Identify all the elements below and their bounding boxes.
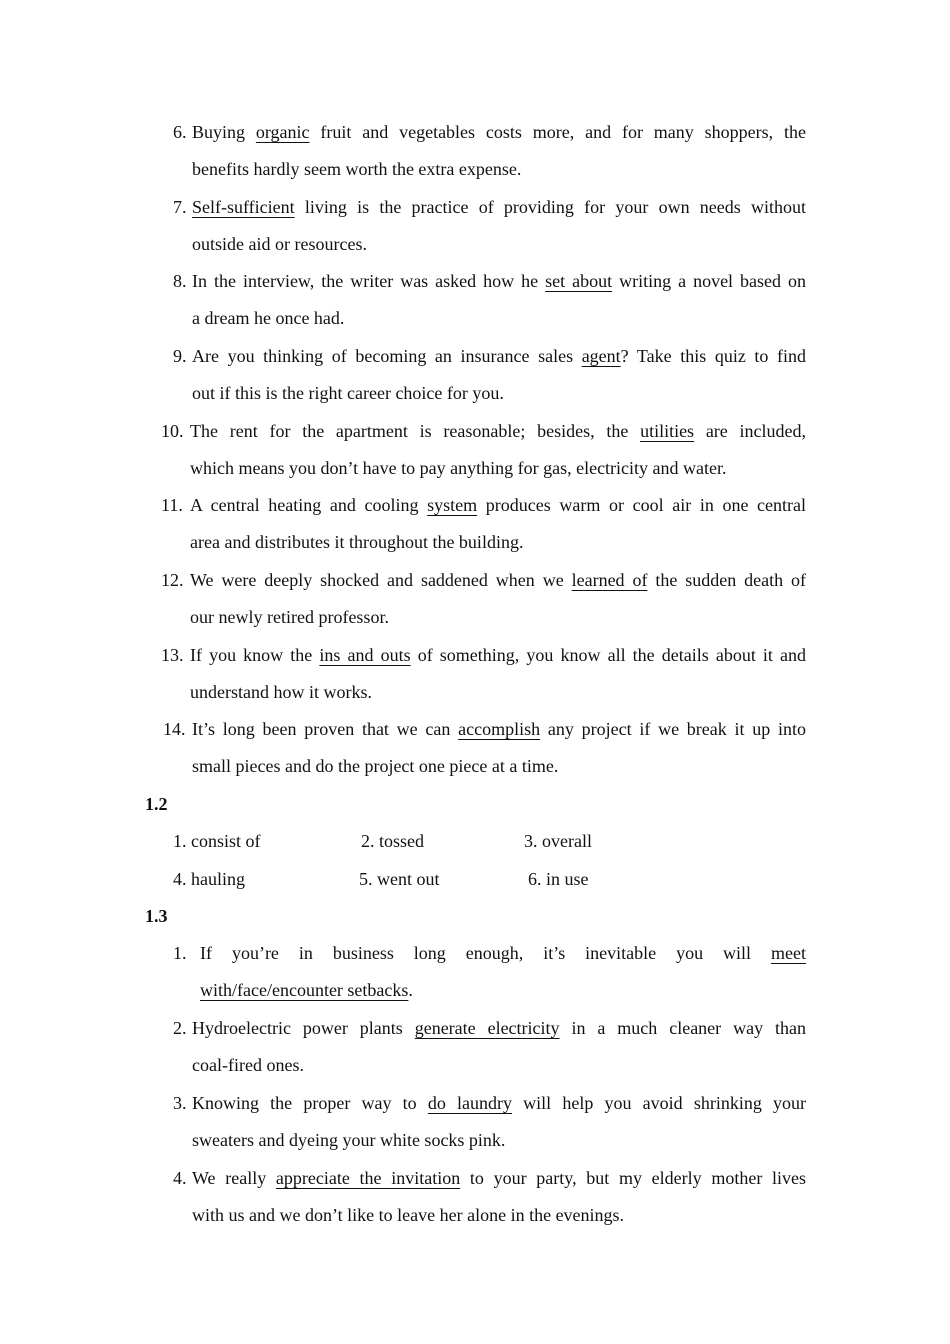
exercise-1-1-item-9-line-2: out if this is the right career choice for you. (192, 383, 504, 404)
exercise-1-1-item-7-number: 7. (173, 197, 187, 217)
section-heading-1-3: 1.3 (145, 906, 168, 926)
exercise-1-1-item-10-answer-phrase: utilities (640, 421, 695, 441)
exercise-1-1-item-9-answer-phrase: agent (581, 346, 621, 366)
exercise-1-3-item-4-answer-phrase: appreciate the invitation (275, 1168, 461, 1188)
exercise-1-1-item-13-line-1 (190, 637, 806, 674)
exercise-1-1-item-6-text-after: fruit and vegetables costs more, and for many shoppers, the (320, 122, 806, 142)
exercise-1-1-item-10-line-2: which means you don’t have to pay anything for gas, electricity and water. (190, 458, 727, 479)
exercise-1-1-item-7-text-after: living is the practice of providing for your own needs without (304, 197, 807, 217)
exercise-1-1-item-12-line-2: our newly retired professor. (190, 607, 389, 628)
exercise-1-3-item-1-number: 1. (173, 943, 187, 963)
exercise-1-1-item-14-answer-phrase: accomplish (458, 719, 541, 739)
exercise-1-1-item-14-text-after: any project if we break it up into (547, 719, 807, 739)
exercise-1-3-item-4-number: 4. (173, 1168, 187, 1188)
exercise-1-1-item-6-text-before: Buying (192, 122, 246, 142)
exercise-1-1-item-6-item (173, 114, 806, 189)
exercise-1-1-item-8-number: 8. (173, 271, 187, 291)
exercise-1-1-item-13-answer-phrase: ins and outs (319, 645, 411, 665)
exercise-1-1-item-12-number: 12. (161, 570, 184, 590)
exercise-1-3-item-4-text-after: to your party, but my elderly mother lives (469, 1168, 807, 1188)
exercise-1-3-item-1-item (173, 935, 806, 1010)
exercise-1-1-item-7-line-1 (192, 189, 806, 226)
exercise-1-3-item-4-line-1 (192, 1160, 806, 1197)
exercise-1-1-item-14-line-2: small pieces and do the project one piece at a time. (192, 756, 559, 777)
exercise-1-1-item-14-item (163, 711, 806, 786)
exercise-1-1-item-12-item (161, 562, 806, 637)
exercise-1-1-item-10-number: 10. (161, 421, 184, 441)
exercise-1-3-item-2-answer-phrase: generate electricity (414, 1018, 560, 1038)
exercise-1-1-item-11-line-2: area and distributes it throughout the building. (190, 532, 524, 553)
exercise-1-1-item-9-number: 9. (173, 346, 187, 366)
exercise-1-1-item-14-text-before: It’s long been proven that we can (192, 719, 451, 739)
exercise-1-1-item-9-text-after: ? Take this quiz to find (620, 346, 807, 366)
exercise-1-1-item-13-text-before: If you know the (190, 645, 313, 665)
exercise-1-1-item-8-line-1 (192, 263, 806, 300)
exercise-1-3-item-4-line-2-text: with us and we don’t like to leave her alone in the evenings. (192, 1205, 625, 1226)
exercise-1-3-item-2-line-1 (192, 1010, 806, 1047)
exercise-1-1-item-12-answer-phrase: learned of (571, 570, 648, 590)
exercise-1-1-item-12-text-before: We were deeply shocked and saddened when we (190, 570, 564, 590)
exercise-1-3-item-4-text-before: We really (192, 1168, 267, 1188)
exercise-1-3-item-1-line-1 (200, 935, 806, 972)
exercise-1-3-item-3-item (173, 1085, 806, 1160)
exercise-1-1-item-11-item (161, 487, 806, 562)
section-heading-1-2: 1.2 (145, 794, 168, 814)
answer-1-2-4: 4. hauling (173, 869, 245, 889)
exercise-1-1-item-6-answer-phrase: organic (255, 122, 310, 142)
answer-1-2-6: 6. in use (528, 869, 589, 889)
exercise-1-3-item-1-answer-phrase: meet (771, 943, 807, 963)
exercise-1-1-item-11-answer-phrase: system (427, 495, 478, 515)
exercise-1-3-item-3-text-before: Knowing the proper way to (192, 1093, 417, 1113)
exercise-1-1-item-11-text-before: A central heating and cooling (190, 495, 419, 515)
exercise-1-3-item-3-line-2 (192, 1122, 806, 1159)
exercise-1-1-item-11-number: 11. (161, 495, 183, 515)
exercise-1-1-item-8-text-after: writing a novel based on (619, 271, 807, 291)
exercise-1-3-item-1-line-2-text: . (408, 980, 413, 1001)
exercise-1-3-item-2-line-2 (192, 1047, 806, 1084)
answer-1-2-5: 5. went out (359, 869, 440, 889)
exercise-1-1-item-14-line-1 (192, 711, 806, 748)
exercise-1-1-item-9-line-1 (192, 338, 806, 375)
exercise-1-3-item-3-line-2-text: sweaters and dyeing your white socks pink. (192, 1130, 506, 1151)
exercise-1-1-item-8-text-before: In the interview, the writer was asked how he (192, 271, 539, 291)
exercise-1-1-item-10-text-before: The rent for the apartment is reasonable; besides, the (190, 421, 629, 441)
exercise-1-1-item-9-text-before: Are you thinking of becoming an insurance sales (192, 346, 574, 366)
exercise-1-3-item-2-text-before: Hydroelectric power plants (192, 1018, 403, 1038)
answer-1-2-1: 1. consist of (173, 831, 261, 851)
exercise-1-1-item-6-line-2: benefits hardly seem worth the extra expense. (192, 159, 522, 180)
exercise-1-3-item-3-line-1 (192, 1085, 806, 1122)
exercise-1-1-item-13-number: 13. (161, 645, 184, 665)
exercise-1-3-item-3-number: 3. (173, 1093, 187, 1113)
exercise-1-1-item-10-line-1 (190, 413, 806, 450)
exercise-1-3-item-4-line-2 (192, 1197, 806, 1234)
exercise-1-1-item-12-text-after: the sudden death of (655, 570, 807, 590)
exercise-1-1-item-6-number: 6. (173, 122, 187, 142)
exercise-1-1-item-7-item (173, 189, 806, 264)
exercise-1-1-item-8-answer-phrase: set about (545, 271, 613, 291)
exercise-1-1-item-13-item (161, 637, 806, 712)
exercise-1-3-item-1-line-2 (200, 972, 806, 1009)
exercise-1-1-item-6-line-1 (192, 114, 806, 151)
exercise-1-1-item-8-line-2: a dream he once had. (192, 308, 345, 329)
exercise-1-1-item-7-answer-phrase: Self-sufficient (192, 197, 295, 217)
exercise-1-1-item-11-text-after: produces warm or cool air in one central (485, 495, 807, 515)
exercise-1-3-item-2-number: 2. (173, 1018, 187, 1038)
exercise-1-3-item-3-answer-phrase: do laundry (427, 1093, 512, 1113)
exercise-1-1-item-8-item (173, 263, 806, 338)
answer-1-2-2: 2. tossed (361, 831, 424, 851)
exercise-1-1-item-10-item (161, 413, 806, 488)
answer-1-2-3: 3. overall (524, 831, 592, 851)
exercise-1-1-item-7-line-2: outside aid or resources. (192, 234, 367, 255)
exercise-1-1-item-14-number: 14. (163, 719, 186, 739)
exercise-1-1-item-10-text-after: are included, (705, 421, 807, 441)
exercise-1-1-item-13-text-after: of something, you know all the details about it and (417, 645, 807, 665)
exercise-1-1-item-11-line-1 (190, 487, 806, 524)
exercise-1-1-item-12-line-1 (190, 562, 806, 599)
exercise-1-3-item-2-text-after: in a much cleaner way than (571, 1018, 806, 1038)
exercise-1-3-item-4-item (173, 1160, 806, 1235)
exercise-1-3-item-2-item (173, 1010, 806, 1085)
exercise-1-1-item-13-line-2: understand how it works. (190, 682, 372, 703)
exercise-1-3-item-1-answer-phrase-cont: with/face/encounter setbacks (200, 980, 409, 1001)
exercise-1-3-item-3-text-after: will help you avoid shrinking your (523, 1093, 806, 1113)
exercise-1-1-item-9-item (173, 338, 806, 413)
exercise-1-3-item-1-text-before: If you’re in business long enough, it’s inevitable you will (200, 943, 752, 963)
exercise-1-3-item-2-line-2-text: coal-fired ones. (192, 1055, 304, 1076)
